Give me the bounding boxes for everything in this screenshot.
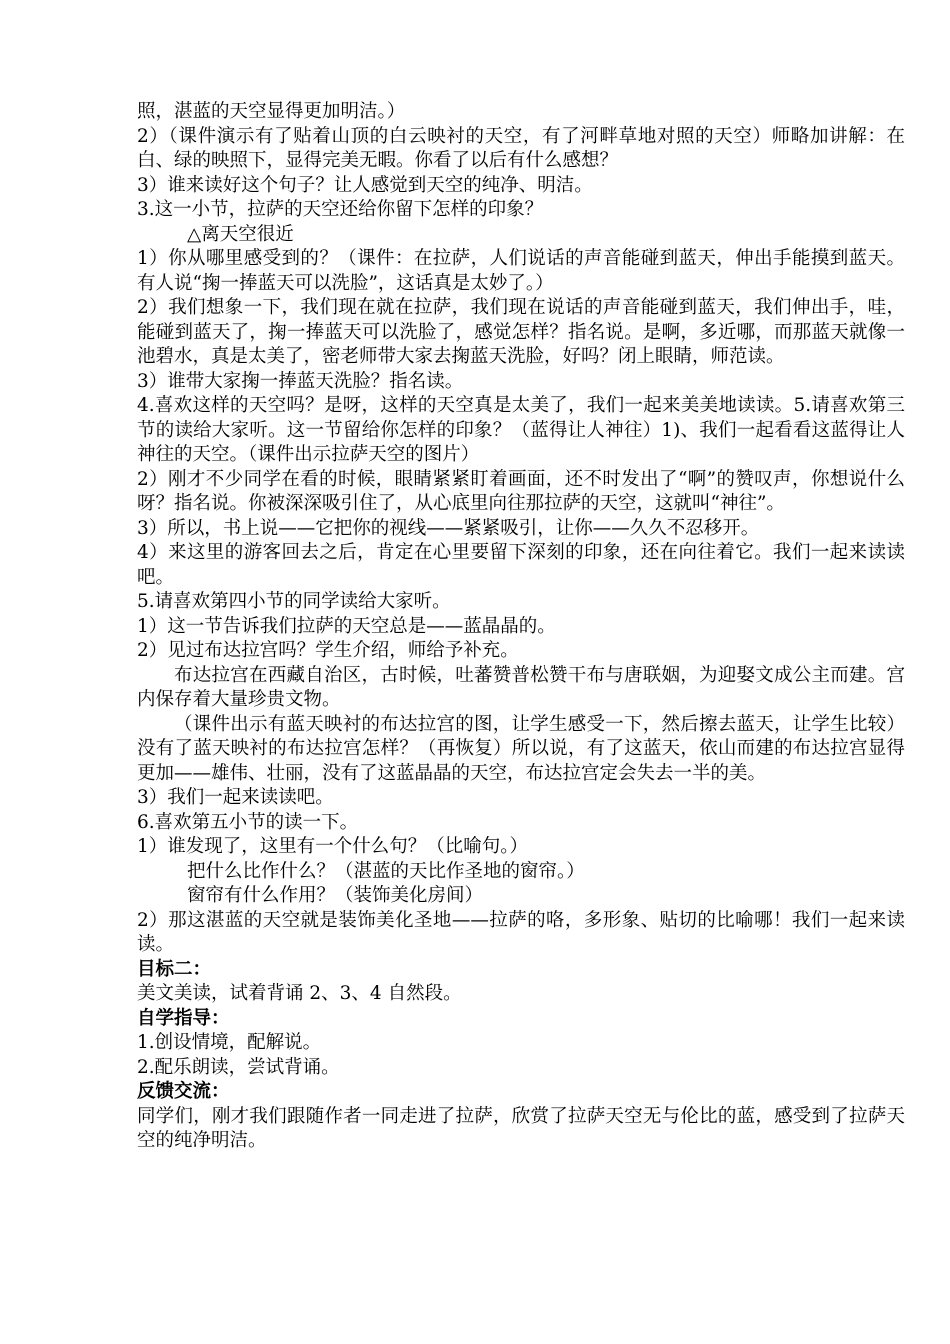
- paragraph: 2）见过布达拉宫吗？学生介绍，师给予补充。: [137, 640, 519, 661]
- section-heading: 反馈交流：: [137, 1081, 230, 1102]
- paragraph: 3）所以，书上说——它把你的视线——紧紧吸引，让你——久久不忍移开。: [137, 517, 760, 539]
- paragraph: 2）刚才不少同学在看的时候，眼睛紧紧盯着画面，还不时发出了“啊”的赞叹声，你想说什么呀？指名说。你被深深吸引住了，从心底里向往那拉萨的天空，这就叫“神往”。: [137, 468, 905, 514]
- paragraph: 把什么比作什么？（湛蓝的天比作圣地的窗帘。）: [187, 860, 585, 882]
- paragraph: 布达拉宫在西藏自治区，古时候，吐蕃赞普松赞干布与唐联姻，为迎娶文成公主而建。宫内保存着大量珍贵文物。: [137, 664, 905, 710]
- paragraph: 4.喜欢这样的天空吗？是呀，这样的天空真是太美了，我们一起来美美地读读。5.请喜欢第三节的读给大家听。这一节留给你怎样的印象？（蓝得让人神往）1)、我们一起看看这蓝得让人神往的天空。（课件出示拉萨天空的图片）: [137, 395, 905, 465]
- paragraph: 窗帘有什么作用？（装饰美化房间）: [187, 885, 484, 906]
- paragraph: （课件出示有蓝天映衬的布达拉宫的图，让学生感受一下，然后擦去蓝天，让学生比较）没有了蓝天映衬的布达拉宫怎样？（再恢复）所以说，有了这蓝天，依山而建的布达拉宫显得更加——雄伟、壮丽，没有了这蓝晶晶的天空，布达拉宫定会失去一半的美。: [137, 713, 905, 784]
- paragraph: 4）来这里的游客回去之后，肯定在心里要留下深刻的印象，还在向往着它。我们一起来读读吧。: [137, 542, 905, 588]
- paragraph: 3）我们一起来读读吧。: [137, 787, 334, 808]
- document-page: [137, 100, 905, 1154]
- section-heading: 自学指导：: [137, 1007, 230, 1029]
- paragraph: 3）谁带大家掬一捧蓝天洗脸？指名读。: [137, 370, 464, 392]
- paragraph: 1.创设情境，配解说。: [137, 1032, 322, 1053]
- paragraph: 1）这一节告诉我们拉萨的天空总是——蓝晶晶的。: [137, 615, 556, 637]
- paragraph: 1）你从哪里感受到的？（课件：在拉萨，人们说话的声音能碰到蓝天，伸出手能摸到蓝天。有人说“掬一捧蓝天可以洗脸”，这话真是太妙了。）: [137, 248, 905, 294]
- paragraph: 6.喜欢第五小节的读一下。: [137, 811, 359, 833]
- paragraph: 3）谁来读好这个句子？让人感觉到天空的纯净、明洁。: [137, 174, 593, 196]
- paragraph: 3.这一小节，拉萨的天空还给你留下怎样的印象？: [137, 199, 544, 220]
- paragraph: 5.请喜欢第四小节的同学读给大家听。: [137, 591, 451, 612]
- paragraph: 2）那这湛蓝的天空就是装饰美化圣地——拉萨的咯，多形象、贴切的比喻哪！我们一起来读读。: [137, 909, 905, 955]
- paragraph: 同学们，刚才我们跟随作者一同走进了拉萨，欣赏了拉萨天空无与伦比的蓝，感受到了拉萨天空的纯净明洁。: [137, 1105, 905, 1151]
- paragraph: 美文美读，试着背诵 2、3、4 自然段。: [137, 983, 462, 1004]
- paragraph: 1）谁发现了，这里有一个什么句？（比喻句。）: [137, 836, 529, 857]
- paragraph: 2）（课件演示有了贴着山顶的白云映衬的天空，有了河畔草地对照的天空）师略加讲解：在白、绿的映照下，显得完美无暇。你看了以后有什么感想？: [137, 125, 905, 171]
- paragraph: 照，湛蓝的天空显得更加明洁。）: [137, 101, 406, 122]
- paragraph: 2.配乐朗读，尝试背诵。: [137, 1056, 340, 1078]
- paragraph: 2）我们想象一下，我们现在就在拉萨，我们现在说话的声音能碰到蓝天，我们伸出手，哇，能碰到蓝天了，掬一捧蓝天可以洗脸了，感觉怎样？指名说。是啊，多近哪，而那蓝天就像一池碧水，真是太美了，密老师带大家去掬蓝天洗脸，好吗？闭上眼睛，师范读。: [137, 297, 905, 367]
- section-heading: 目标二：: [137, 958, 212, 980]
- paragraph: △离天空很近: [187, 223, 294, 245]
